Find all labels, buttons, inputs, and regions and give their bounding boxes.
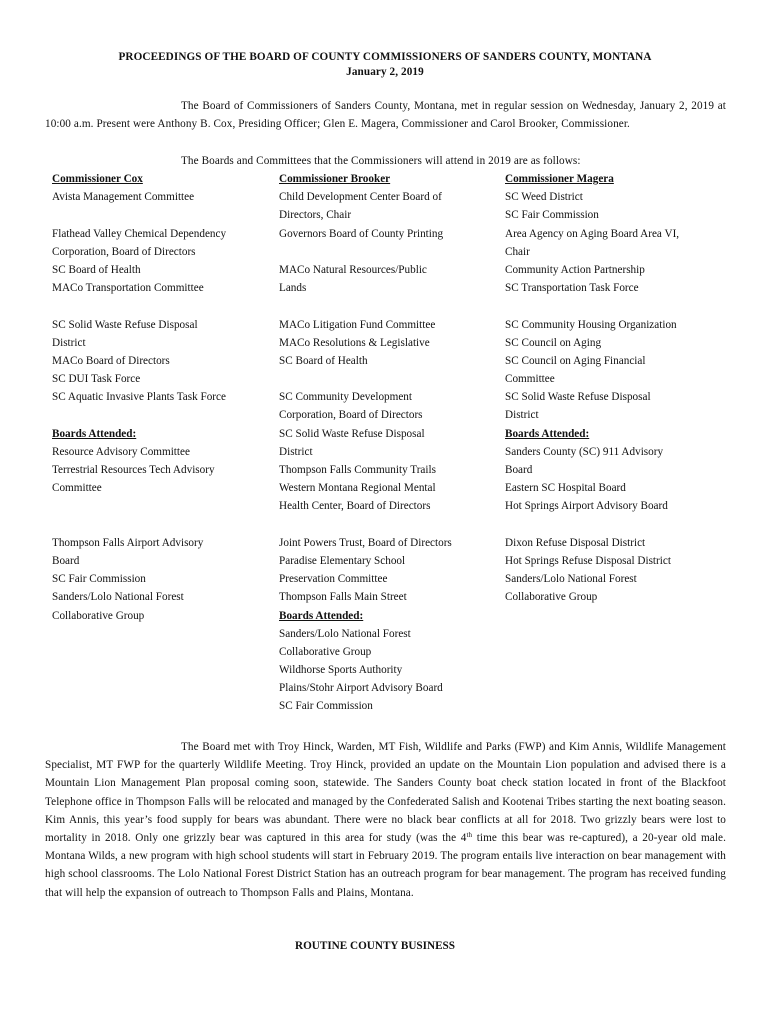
committee-line: Hot Springs Airport Advisory Board bbox=[505, 500, 668, 513]
committee-line: Area Agency on Aging Board Area VI, bbox=[505, 227, 680, 240]
committee-line: SC Solid Waste Refuse Disposal bbox=[52, 318, 198, 331]
committee-line: Board bbox=[52, 554, 80, 567]
committee-line: Health Center, Board of Directors bbox=[279, 500, 431, 513]
committee-line: Sanders/Lolo National Forest bbox=[279, 627, 411, 640]
column-heading: Commissioner Magera bbox=[505, 173, 614, 185]
committee-line: SC Solid Waste Refuse Disposal bbox=[505, 391, 651, 404]
committee-line: Committee bbox=[52, 482, 102, 495]
intro-paragraph bbox=[45, 97, 726, 133]
committee-line: SC Council on Aging Financial bbox=[505, 354, 646, 367]
committee-line: Eastern SC Hospital Board bbox=[505, 482, 626, 495]
committee-line: Collaborative Group bbox=[52, 609, 145, 622]
spacer bbox=[279, 370, 452, 388]
column-heading: Boards Attended: bbox=[505, 427, 590, 440]
column-heading: Commissioner Brooker bbox=[279, 173, 391, 185]
committee-line: MACo Natural Resources/Public bbox=[279, 263, 427, 276]
committee-line: SC Solid Waste Refuse Disposal bbox=[279, 427, 425, 440]
column-heading: Boards Attended: bbox=[52, 427, 137, 440]
column-commissioner-magera bbox=[505, 170, 679, 607]
column-commissioner-brooker bbox=[279, 170, 452, 716]
committee-line: MACo Litigation Fund Committee bbox=[279, 318, 436, 331]
committee-line: Community Action Partnership bbox=[505, 263, 645, 276]
committees-intro bbox=[45, 152, 726, 170]
committee-line: Collaborative Group bbox=[505, 591, 598, 604]
committee-line: District bbox=[52, 336, 86, 349]
title-date: January 2, 2019 bbox=[346, 66, 424, 78]
committee-line: MACo Board of Directors bbox=[52, 354, 170, 367]
title-line-1: PROCEEDINGS OF THE BOARD OF COUNTY COMMISSIONERS OF SANDERS COUNTY, MONTANA bbox=[118, 51, 652, 63]
spacer bbox=[505, 516, 679, 534]
spacer bbox=[52, 497, 226, 515]
committee-line: Paradise Elementary School bbox=[279, 554, 406, 567]
committee-line: Wildhorse Sports Authority bbox=[279, 664, 403, 677]
superscript-th: th bbox=[466, 831, 473, 840]
committee-line: MACo Resolutions & Legislative bbox=[279, 336, 430, 349]
committee-line: Plains/Stohr Airport Advisory Board bbox=[279, 682, 443, 695]
committee-line: Preservation Committee bbox=[279, 573, 388, 586]
commissioner-committee-columns bbox=[52, 170, 732, 730]
spacer bbox=[279, 243, 452, 261]
committee-line: SC Aquatic Invasive Plants Task Force bbox=[52, 391, 226, 404]
committee-line: Child Development Center Board of bbox=[279, 191, 442, 204]
committee-line: Corporation, Board of Directors bbox=[52, 245, 196, 258]
committee-line: Avista Management Committee bbox=[52, 191, 195, 204]
committee-line: Western Montana Regional Mental bbox=[279, 482, 436, 495]
committee-line: Governors Board of County Printing bbox=[279, 227, 444, 240]
committee-line: District bbox=[279, 445, 313, 458]
committee-line: Hot Springs Refuse Disposal District bbox=[505, 554, 671, 567]
column-commissioner-cox bbox=[52, 170, 226, 625]
committee-line: Sanders/Lolo National Forest bbox=[505, 573, 637, 586]
committee-line: SC Transportation Task Force bbox=[505, 282, 639, 295]
spacer bbox=[52, 516, 226, 534]
section-heading: ROUTINE COUNTY BUSINESS bbox=[295, 940, 455, 952]
committee-line: Resource Advisory Committee bbox=[52, 445, 190, 458]
committee-line: Thompson Falls Airport Advisory bbox=[52, 536, 204, 549]
committee-line: Board bbox=[505, 464, 533, 476]
committee-line: SC Board of Health bbox=[52, 263, 141, 276]
committee-line: MACo Transportation Committee bbox=[52, 282, 204, 295]
document-title bbox=[40, 50, 730, 80]
committee-line: Thompson Falls Community Trails bbox=[279, 464, 436, 476]
committee-line: Directors, Chair bbox=[279, 209, 352, 222]
wildlife-meeting-paragraph bbox=[45, 738, 726, 902]
committee-line: Terrestrial Resources Tech Advisory bbox=[52, 464, 215, 476]
committee-line: SC DUI Task Force bbox=[52, 373, 141, 386]
committee-line: SC Council on Aging bbox=[505, 336, 602, 349]
spacer bbox=[279, 516, 452, 534]
committee-line: SC Fair Commission bbox=[279, 700, 373, 713]
committee-line: Sanders County (SC) 911 Advisory bbox=[505, 445, 664, 458]
committee-line: Joint Powers Trust, Board of Directors bbox=[279, 536, 452, 549]
committee-line: Flathead Valley Chemical Dependency bbox=[52, 227, 227, 240]
committees-intro-text: The Boards and Committees that the Commissioners will attend in 2019 are as follows: bbox=[181, 155, 581, 167]
committee-line: Sanders/Lolo National Forest bbox=[52, 591, 184, 604]
committee-line: Corporation, Board of Directors bbox=[279, 409, 423, 422]
committee-line: Chair bbox=[505, 245, 530, 258]
column-heading: Commissioner Cox bbox=[52, 173, 143, 185]
committee-line: SC Fair Commission bbox=[52, 573, 146, 586]
committee-line: SC Community Housing Organization bbox=[505, 318, 677, 331]
wildlife-text-part1: The Board met with Troy Hinck, Warden, MT Fish, Wildlife and Parks (FWP) and Kim Annis, Wildlife Management Specialist, MT FWP for the quarterly Wildlife Meeting. Troy Hinck, provided an update on the Mountain Lion population and advised there is a Mountain Lion Management Plan proposal coming soon, statewide. The Sanders County boat check station located in front of the Blackfoot Telephone office in Thompson Falls will be relocated and managed by the Confederated Salish and Kootenai Tribes starting the next boating season. Kim Annis, this year’s food supply for bears was abundant. There were no black bear conflicts at all for 2018. Two grizzly bears were lost to mortality in 2018. Only one grizzly bear was captured in this area for study (was the 4 bbox=[45, 741, 726, 845]
committee-line: Dixon Refuse Disposal District bbox=[505, 536, 646, 549]
committee-line: SC Board of Health bbox=[279, 354, 368, 367]
committee-line: District bbox=[505, 409, 539, 422]
spacer bbox=[505, 297, 679, 315]
column-heading: Boards Attended: bbox=[279, 609, 364, 622]
committee-line: SC Weed District bbox=[505, 191, 583, 204]
spacer bbox=[52, 297, 226, 315]
wildlife-text-part2: time this bear was re-captured), a 20-year old male. Montana Wilds, a new program with high school students will start in February 2019. The program entails live interaction on bear management with high school classrooms. The Lolo National Forest District Station has an outreach program for bear management. The program has received funding that will help the expansion of outreach to Thompson Falls and Plains, Montana. bbox=[45, 832, 726, 899]
committee-line: Committee bbox=[505, 373, 555, 386]
committee-line: Collaborative Group bbox=[279, 645, 372, 658]
committee-line: SC Community Development bbox=[279, 391, 413, 404]
committee-line: Lands bbox=[279, 282, 307, 295]
spacer bbox=[52, 206, 226, 224]
committee-line: SC Fair Commission bbox=[505, 209, 599, 222]
intro-text: The Board of Commissioners of Sanders County, Montana, met in regular session on Wednesday, January 2, 2019 at 10:00 a.m. Present were Anthony B. Cox, Presiding Officer; Glen E. Magera, Commissioner and Carol Brooker, Commissioner. bbox=[45, 100, 726, 131]
spacer bbox=[279, 297, 452, 315]
committee-line: Thompson Falls Main Street bbox=[279, 591, 407, 604]
spacer bbox=[52, 406, 226, 424]
